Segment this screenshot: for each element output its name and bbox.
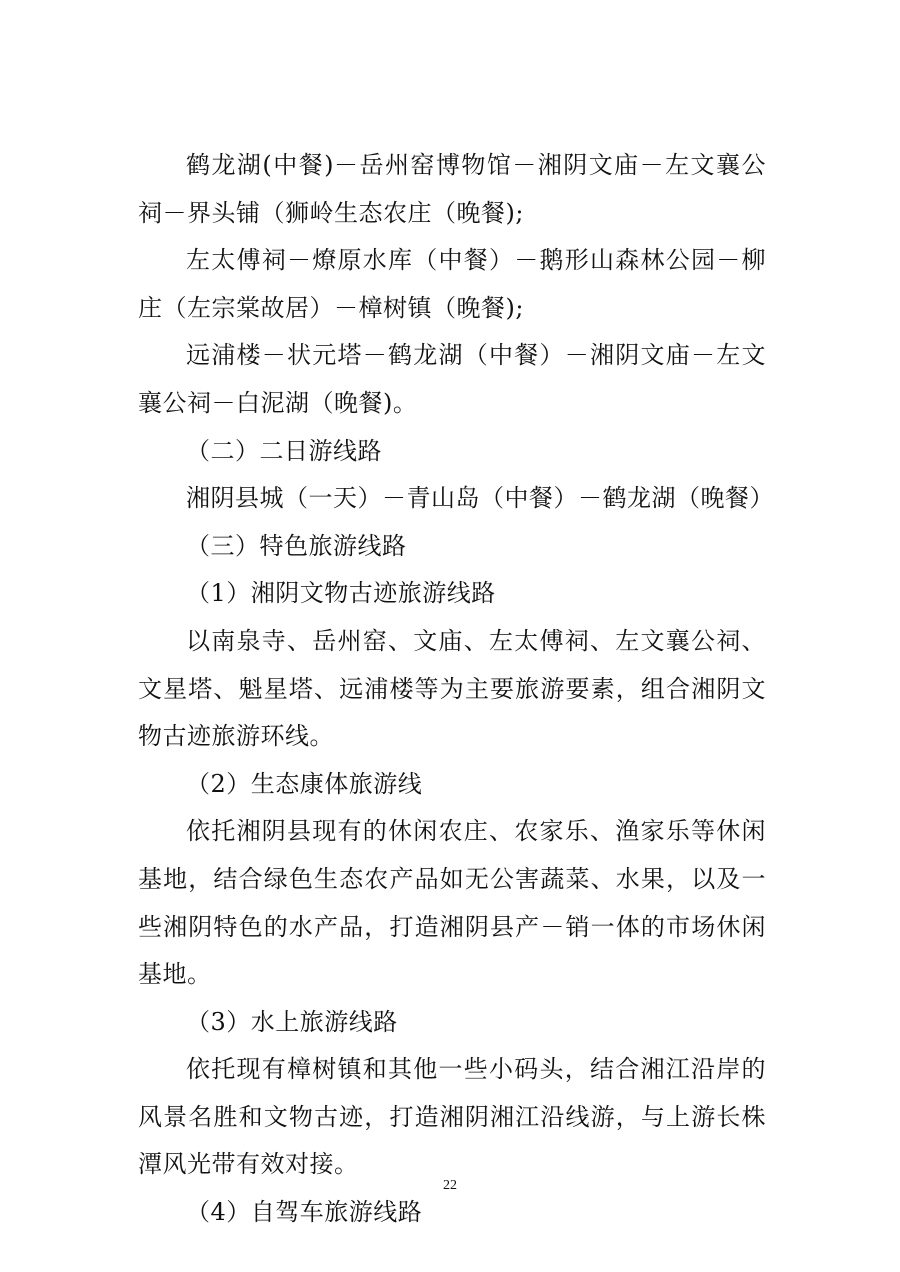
two-day-route-paragraph: 湘阴县城（一天）－青山岛（中餐）－鹤龙湖（晚餐） (186, 484, 774, 513)
page-number: 22 (443, 1178, 457, 1193)
subheading-eco-route: （2）生态康体旅游线 (186, 769, 423, 798)
section-heading-featured: （三）特色旅游线路 (186, 531, 407, 560)
water-route-paragraph: 依托现有樟树镇和其他一些小码头，结合湘江沿岸的风景名胜和文物古迹，打造湘阴湘江沿线游，与上游长株潭风光带有效对接。 (138, 1055, 766, 1179)
subheading-heritage-route: （1）湘阴文物古迹旅游线路 (186, 579, 496, 608)
subheading-water-route: （3）水上旅游线路 (186, 1007, 398, 1036)
section-heading-two-day: （二）二日游线路 (186, 436, 382, 465)
route-paragraph-3: 远浦楼－状元塔－鹤龙湖（中餐）－湘阴文庙－左文襄公祠－白泥湖（晚餐)。 (138, 341, 766, 417)
route-paragraph-1: 鹤龙湖(中餐)－岳州窑博物馆－湘阴文庙－左文襄公祠－界头铺（狮岭生态农庄（晚餐); (138, 151, 766, 227)
page-content (138, 142, 774, 1237)
heritage-route-paragraph: 以南泉寺、岳州窑、文庙、左太傅祠、左文襄公祠、文星塔、魁星塔、远浦楼等为主要旅游要素，组合湘阴文物古迹旅游环线。 (138, 626, 766, 751)
route-paragraph-2: 左太傅祠－燎原水库（中餐）－鹅形山森林公园－柳庄（左宗棠故居）－樟树镇（晚餐); (138, 246, 766, 322)
eco-route-paragraph: 依托湘阴县现有的休闲农庄、农家乐、渔家乐等休闲基地，结合绿色生态农产品如无公害蔬菜、水果，以及一些湘阴特色的水产品，打造湘阴县产－销一体的市场休闲基地。 (138, 817, 766, 989)
subheading-self-drive-route: （4）自驾车旅游线路 (186, 1198, 423, 1227)
